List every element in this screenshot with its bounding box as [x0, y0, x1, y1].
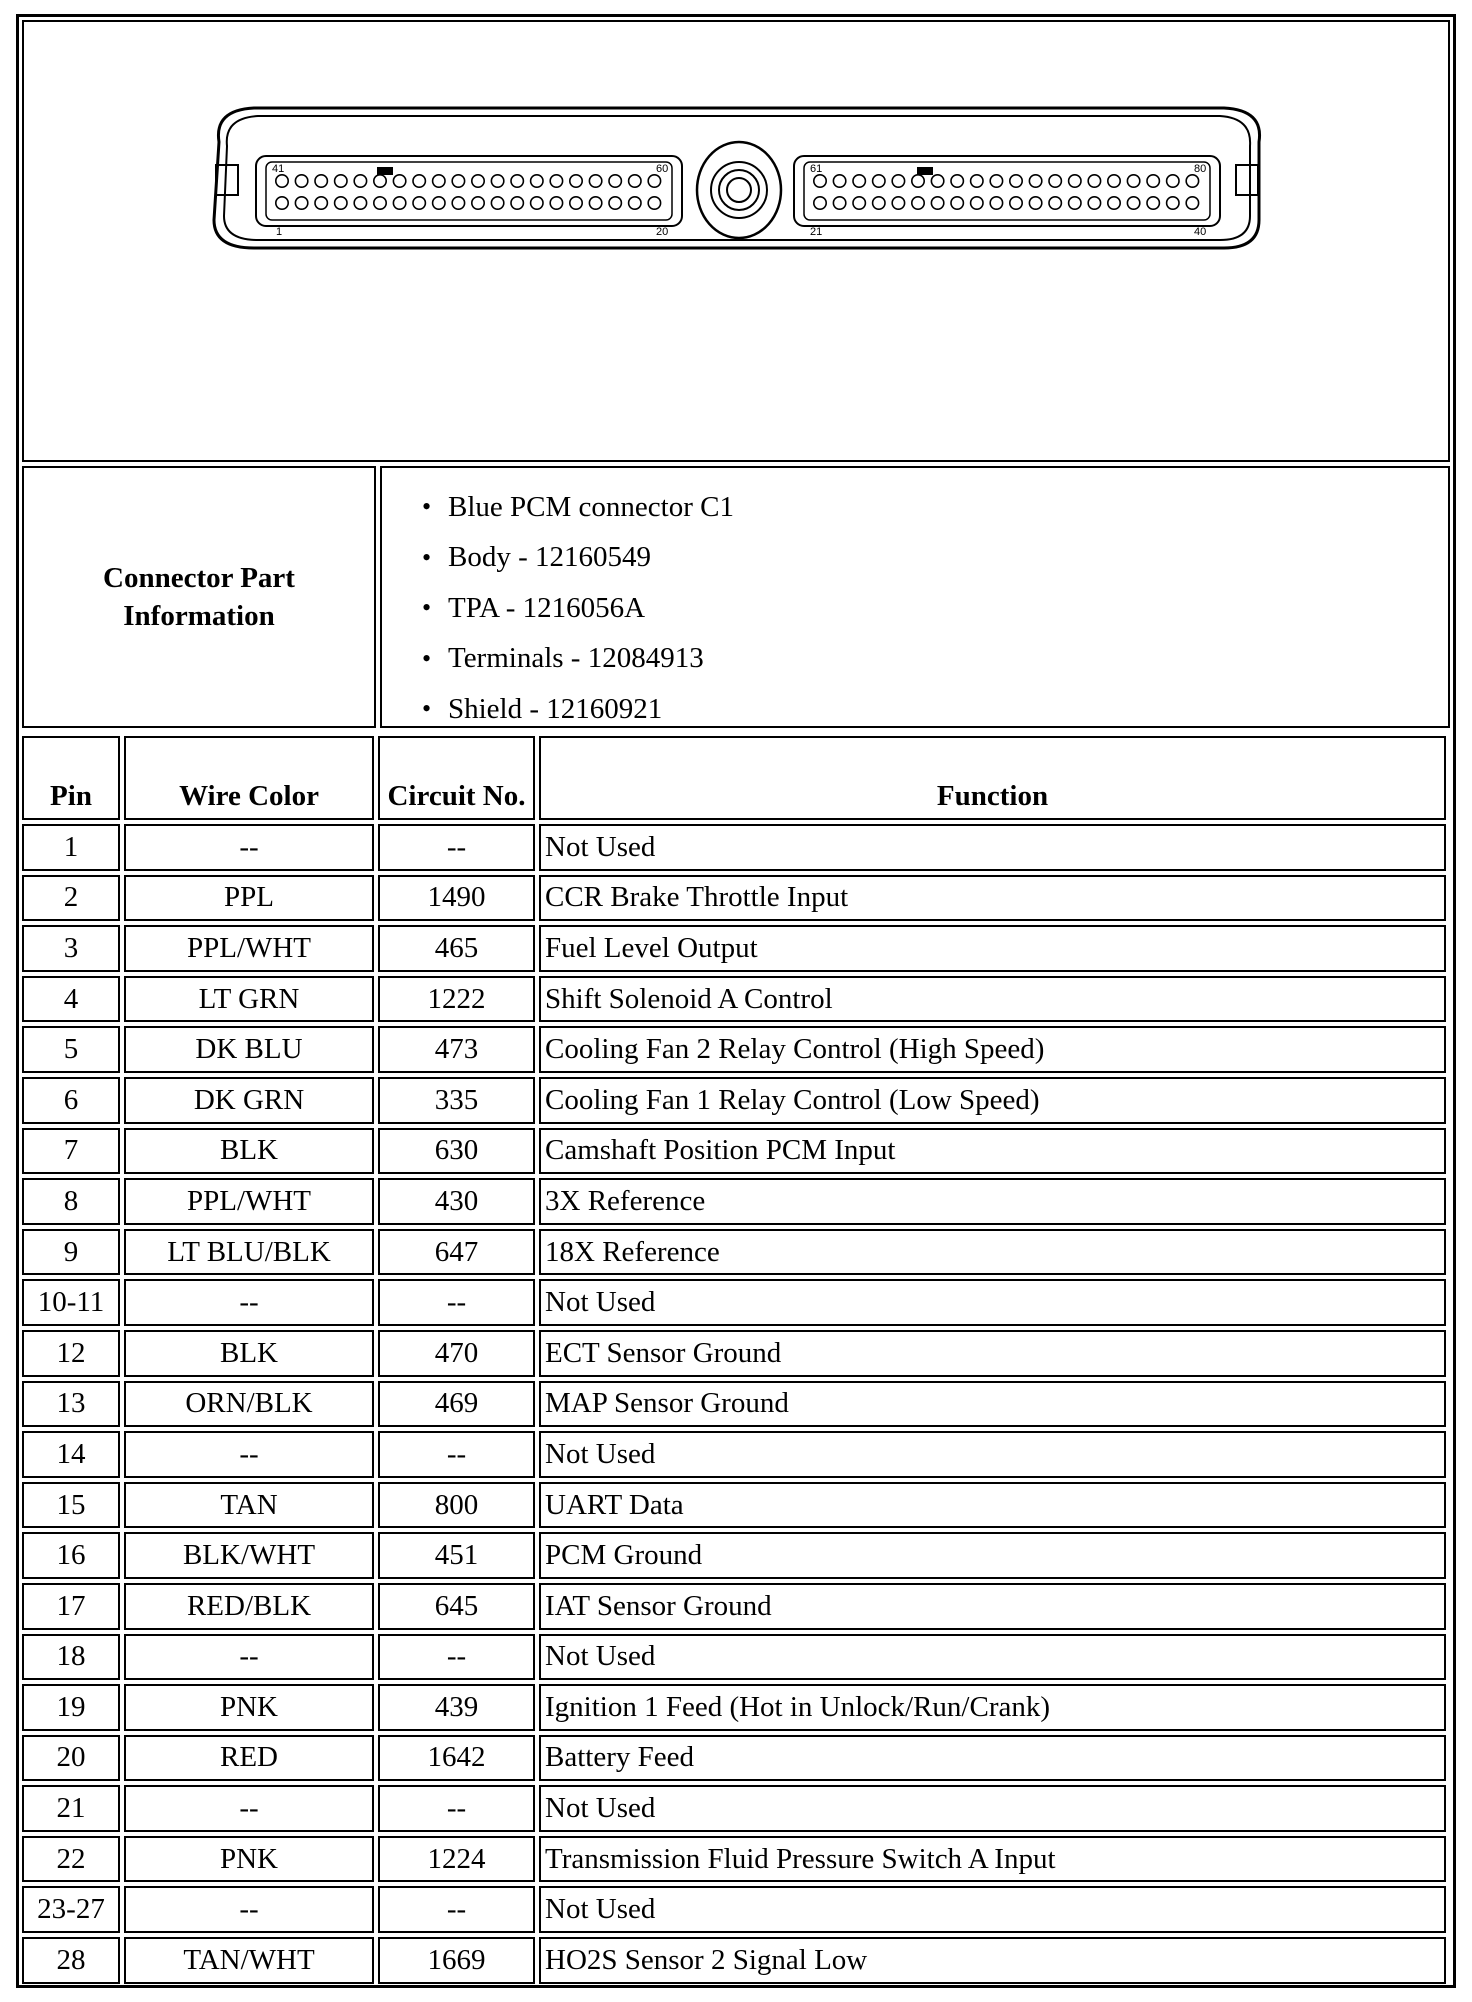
connector-pin: [589, 197, 601, 209]
connector-pin: [814, 197, 826, 209]
table-row: [22, 875, 1446, 922]
cell-wire-color: RED/BLK: [124, 1583, 374, 1630]
cell-function: ECT Sensor Ground: [539, 1330, 1446, 1377]
part-info-label: Connector Part Information: [22, 466, 376, 728]
connector-pin: [570, 197, 582, 209]
cell-circuit-no: 630: [378, 1128, 535, 1175]
cell-pin: 16: [22, 1532, 120, 1579]
right-pin-block-inner: [804, 162, 1210, 220]
connector-pin: [629, 197, 641, 209]
right-pin-block: [794, 156, 1220, 226]
connector-pin: [1147, 175, 1159, 187]
cell-function: Cooling Fan 2 Relay Control (High Speed): [539, 1026, 1446, 1073]
left-pin-block-inner: [266, 162, 672, 220]
connector-pin: [452, 197, 464, 209]
bullet-icon: •: [422, 643, 432, 673]
right-latch: [1236, 165, 1258, 195]
cell-pin: 9: [22, 1229, 120, 1276]
connector-pin: [912, 197, 924, 209]
connector-pin: [971, 175, 983, 187]
part-info-list: [380, 466, 1450, 728]
connector-pin: [1108, 197, 1120, 209]
cell-wire-color: PPL/WHT: [124, 925, 374, 972]
connector-pin: [931, 175, 943, 187]
connector-pin: [1147, 197, 1159, 209]
bullet-icon: •: [422, 593, 432, 623]
cell-pin: 17: [22, 1583, 120, 1630]
table-row: [22, 1482, 1446, 1529]
table-row: [22, 1836, 1446, 1883]
cell-wire-color: PNK: [124, 1684, 374, 1731]
left-key-mark: [377, 167, 393, 175]
part-info-text: Shield - 12160921: [448, 692, 663, 725]
pin-label-21: 21: [810, 226, 823, 238]
cell-function: Not Used: [539, 1785, 1446, 1832]
cell-function: Transmission Fluid Pressure Switch A Input: [539, 1836, 1446, 1883]
connector-pin: [1049, 197, 1061, 209]
header-function: Function: [539, 736, 1446, 820]
center-boss-outer: [697, 142, 781, 238]
cell-circuit-no: --: [378, 1431, 535, 1478]
cell-circuit-no: 469: [378, 1381, 535, 1428]
connector-pin: [491, 175, 503, 187]
pin-label-61: 61: [810, 163, 823, 175]
part-info-text: Terminals - 12084913: [448, 642, 704, 675]
cell-function: Not Used: [539, 1279, 1446, 1326]
center-boss-ring-2: [719, 170, 759, 210]
connector-pin: [511, 175, 523, 187]
table-row: [22, 1735, 1446, 1782]
bullet-icon: •: [422, 542, 432, 572]
cell-pin: 13: [22, 1381, 120, 1428]
connector-pin: [511, 197, 523, 209]
connector-pin: [335, 197, 347, 209]
cell-wire-color: TAN: [124, 1482, 374, 1529]
cell-circuit-no: 439: [378, 1684, 535, 1731]
table-row: [22, 1583, 1446, 1630]
cell-function: Shift Solenoid A Control: [539, 976, 1446, 1023]
table-row: [22, 1279, 1446, 1326]
connector-pin: [971, 197, 983, 209]
connector-diagram-panel: [22, 20, 1450, 462]
connector-pin: [531, 197, 543, 209]
cell-circuit-no: 335: [378, 1077, 535, 1124]
cell-circuit-no: 1224: [378, 1836, 535, 1883]
connector-pin: [354, 175, 366, 187]
cell-circuit-no: 1642: [378, 1735, 535, 1782]
cell-function: HO2S Sensor 2 Signal Low: [539, 1937, 1446, 1984]
table-row: [22, 1026, 1446, 1073]
connector-pin: [315, 197, 327, 209]
cell-circuit-no: 473: [378, 1026, 535, 1073]
table-row: [22, 1684, 1446, 1731]
connector-pin: [990, 197, 1002, 209]
header-circuit-no: Circuit No.: [378, 736, 535, 820]
connector-pin: [433, 175, 445, 187]
connector-pin: [1088, 175, 1100, 187]
table-row: [22, 824, 1446, 871]
connector-pin: [295, 175, 307, 187]
cell-circuit-no: 1490: [378, 875, 535, 922]
cell-circuit-no: 800: [378, 1482, 535, 1529]
table-row: [22, 1178, 1446, 1225]
connector-pin: [873, 197, 885, 209]
center-boss-hole: [727, 178, 751, 202]
pin-label-60: 60: [656, 163, 669, 175]
cell-wire-color: --: [124, 824, 374, 871]
table-row: [22, 1077, 1446, 1124]
part-info-text: Body - 12160549: [448, 541, 651, 574]
cell-pin: 4: [22, 976, 120, 1023]
connector-pin: [814, 175, 826, 187]
cell-function: Not Used: [539, 1431, 1446, 1478]
part-info-item: [382, 482, 1448, 533]
cell-circuit-no: 465: [378, 925, 535, 972]
table-row: [22, 1381, 1446, 1428]
cell-function: Fuel Level Output: [539, 925, 1446, 972]
cell-circuit-no: --: [378, 1886, 535, 1933]
connector-pin: [452, 175, 464, 187]
cell-wire-color: RED: [124, 1735, 374, 1782]
part-info-text: TPA - 1216056A: [448, 591, 646, 624]
connector-pin: [648, 197, 660, 209]
connector-pin: [354, 197, 366, 209]
cell-pin: 21: [22, 1785, 120, 1832]
connector-pin: [550, 175, 562, 187]
cell-wire-color: --: [124, 1634, 374, 1681]
cell-circuit-no: 647: [378, 1229, 535, 1276]
cell-function: Camshaft Position PCM Input: [539, 1128, 1446, 1175]
cell-wire-color: LT BLU/BLK: [124, 1229, 374, 1276]
table-row: [22, 1431, 1446, 1478]
connector-pin: [1069, 197, 1081, 209]
pin-label-40: 40: [1194, 226, 1207, 238]
table-row: [22, 1634, 1446, 1681]
table-row: [22, 1330, 1446, 1377]
connector-pin: [1029, 175, 1041, 187]
cell-circuit-no: 430: [378, 1178, 535, 1225]
table-body: [22, 824, 1446, 1984]
connector-pin: [374, 175, 386, 187]
connector-pin: [276, 197, 288, 209]
left-latch: [216, 165, 238, 195]
table-row: [22, 1886, 1446, 1933]
cell-function: 18X Reference: [539, 1229, 1446, 1276]
connector-pin: [1010, 197, 1022, 209]
cell-pin: 14: [22, 1431, 120, 1478]
cell-wire-color: ORN/BLK: [124, 1381, 374, 1428]
connector-pin: [295, 197, 307, 209]
connector-pin: [648, 175, 660, 187]
connector-pin: [609, 197, 621, 209]
cell-pin: 3: [22, 925, 120, 972]
cell-function: PCM Ground: [539, 1532, 1446, 1579]
cell-pin: 2: [22, 875, 120, 922]
cell-wire-color: BLK: [124, 1128, 374, 1175]
connector-pin: [951, 175, 963, 187]
pin-label-20: 20: [656, 226, 669, 238]
table-row: [22, 1532, 1446, 1579]
cell-circuit-no: --: [378, 1785, 535, 1832]
cell-circuit-no: --: [378, 1634, 535, 1681]
cell-wire-color: DK BLU: [124, 1026, 374, 1073]
connector-pin: [374, 197, 386, 209]
cell-pin: 10-11: [22, 1279, 120, 1326]
connector-pin: [393, 175, 405, 187]
connector-pin: [951, 197, 963, 209]
connector-pin: [1167, 197, 1179, 209]
cell-pin: 23-27: [22, 1886, 120, 1933]
cell-wire-color: --: [124, 1431, 374, 1478]
connector-pin: [1010, 175, 1022, 187]
connector-pin: [315, 175, 327, 187]
cell-function: MAP Sensor Ground: [539, 1381, 1446, 1428]
cell-function: Not Used: [539, 824, 1446, 871]
connector-pin: [912, 175, 924, 187]
connector-pin: [433, 197, 445, 209]
cell-wire-color: TAN/WHT: [124, 1937, 374, 1984]
cell-function: IAT Sensor Ground: [539, 1583, 1446, 1630]
connector-part-info: [22, 466, 1450, 728]
connector-pin: [589, 175, 601, 187]
cell-wire-color: --: [124, 1279, 374, 1326]
cell-wire-color: BLK/WHT: [124, 1532, 374, 1579]
table-row: [22, 1785, 1446, 1832]
cell-wire-color: --: [124, 1886, 374, 1933]
connector-pin: [609, 175, 621, 187]
connector-pin: [892, 197, 904, 209]
connector-pin: [413, 175, 425, 187]
header-pin: Pin: [22, 736, 120, 820]
connector-pin: [1088, 197, 1100, 209]
cell-circuit-no: --: [378, 1279, 535, 1326]
header-wire-color: Wire Color: [124, 736, 374, 820]
table-header-row: [22, 736, 1446, 820]
cell-pin: 5: [22, 1026, 120, 1073]
connector-pins: [276, 175, 1199, 209]
connector-pin: [873, 175, 885, 187]
connector-pin: [531, 175, 543, 187]
connector-pin: [472, 197, 484, 209]
connector-pin: [1029, 197, 1041, 209]
part-info-text: Blue PCM connector C1: [448, 490, 734, 523]
cell-pin: 8: [22, 1178, 120, 1225]
cell-wire-color: PNK: [124, 1836, 374, 1883]
connector-pin: [853, 197, 865, 209]
bullet-icon: •: [422, 694, 432, 724]
part-info-item: [382, 583, 1448, 634]
cell-function: Not Used: [539, 1634, 1446, 1681]
connector-pin: [1186, 197, 1198, 209]
cell-function: Battery Feed: [539, 1735, 1446, 1782]
cell-wire-color: DK GRN: [124, 1077, 374, 1124]
right-key-mark: [917, 167, 933, 175]
table-row: [22, 925, 1446, 972]
cell-wire-color: LT GRN: [124, 976, 374, 1023]
table-row: [22, 1229, 1446, 1276]
connector-pin: [491, 197, 503, 209]
pin-label-80: 80: [1194, 163, 1207, 175]
cell-function: UART Data: [539, 1482, 1446, 1529]
connector-pin: [335, 175, 347, 187]
cell-pin: 28: [22, 1937, 120, 1984]
bullet-icon: •: [422, 492, 432, 522]
cell-pin: 6: [22, 1077, 120, 1124]
connector-pin: [853, 175, 865, 187]
cell-pin: 1: [22, 824, 120, 871]
table-row: [22, 1937, 1446, 1984]
connector-pin: [833, 197, 845, 209]
pin-label-41: 41: [272, 163, 285, 175]
connector-pin: [1108, 175, 1120, 187]
table-row: [22, 976, 1446, 1023]
pin-label-1: 1: [276, 226, 283, 238]
part-info-item: [382, 634, 1448, 685]
cell-function: CCR Brake Throttle Input: [539, 875, 1446, 922]
left-pin-block: [256, 156, 682, 226]
connector-pin: [276, 175, 288, 187]
cell-circuit-no: 451: [378, 1532, 535, 1579]
connector-pin: [1167, 175, 1179, 187]
cell-pin: 18: [22, 1634, 120, 1681]
cell-pin: 7: [22, 1128, 120, 1175]
connector-pin: [550, 197, 562, 209]
connector-pin: [570, 175, 582, 187]
connector-diagram: [24, 22, 1452, 464]
part-info-item: [382, 533, 1448, 584]
cell-wire-color: PPL/WHT: [124, 1178, 374, 1225]
connector-pin: [931, 197, 943, 209]
connector-pin: [990, 175, 1002, 187]
document-page: [16, 14, 1456, 1988]
cell-wire-color: --: [124, 1785, 374, 1832]
connector-pin: [1186, 175, 1198, 187]
pin-table: [18, 732, 1450, 1988]
connector-pin: [472, 175, 484, 187]
cell-circuit-no: --: [378, 824, 535, 871]
cell-function: Cooling Fan 1 Relay Control (Low Speed): [539, 1077, 1446, 1124]
connector-pin: [629, 175, 641, 187]
cell-wire-color: PPL: [124, 875, 374, 922]
cell-pin: 12: [22, 1330, 120, 1377]
cell-function: Ignition 1 Feed (Hot in Unlock/Run/Crank): [539, 1684, 1446, 1731]
cell-circuit-no: 470: [378, 1330, 535, 1377]
cell-pin: 22: [22, 1836, 120, 1883]
cell-circuit-no: 1222: [378, 976, 535, 1023]
cell-pin: 20: [22, 1735, 120, 1782]
connector-pin: [1127, 197, 1139, 209]
cell-pin: 15: [22, 1482, 120, 1529]
connector-pin: [413, 197, 425, 209]
connector-pin: [833, 175, 845, 187]
cell-function: 3X Reference: [539, 1178, 1446, 1225]
connector-pin: [892, 175, 904, 187]
part-info-item: [382, 684, 1448, 735]
cell-circuit-no: 1669: [378, 1937, 535, 1984]
cell-circuit-no: 645: [378, 1583, 535, 1630]
connector-pin: [1049, 175, 1061, 187]
connector-pin: [1069, 175, 1081, 187]
connector-pin: [393, 197, 405, 209]
cell-function: Not Used: [539, 1886, 1446, 1933]
cell-wire-color: BLK: [124, 1330, 374, 1377]
connector-pin: [1127, 175, 1139, 187]
cell-pin: 19: [22, 1684, 120, 1731]
table-row: [22, 1128, 1446, 1175]
